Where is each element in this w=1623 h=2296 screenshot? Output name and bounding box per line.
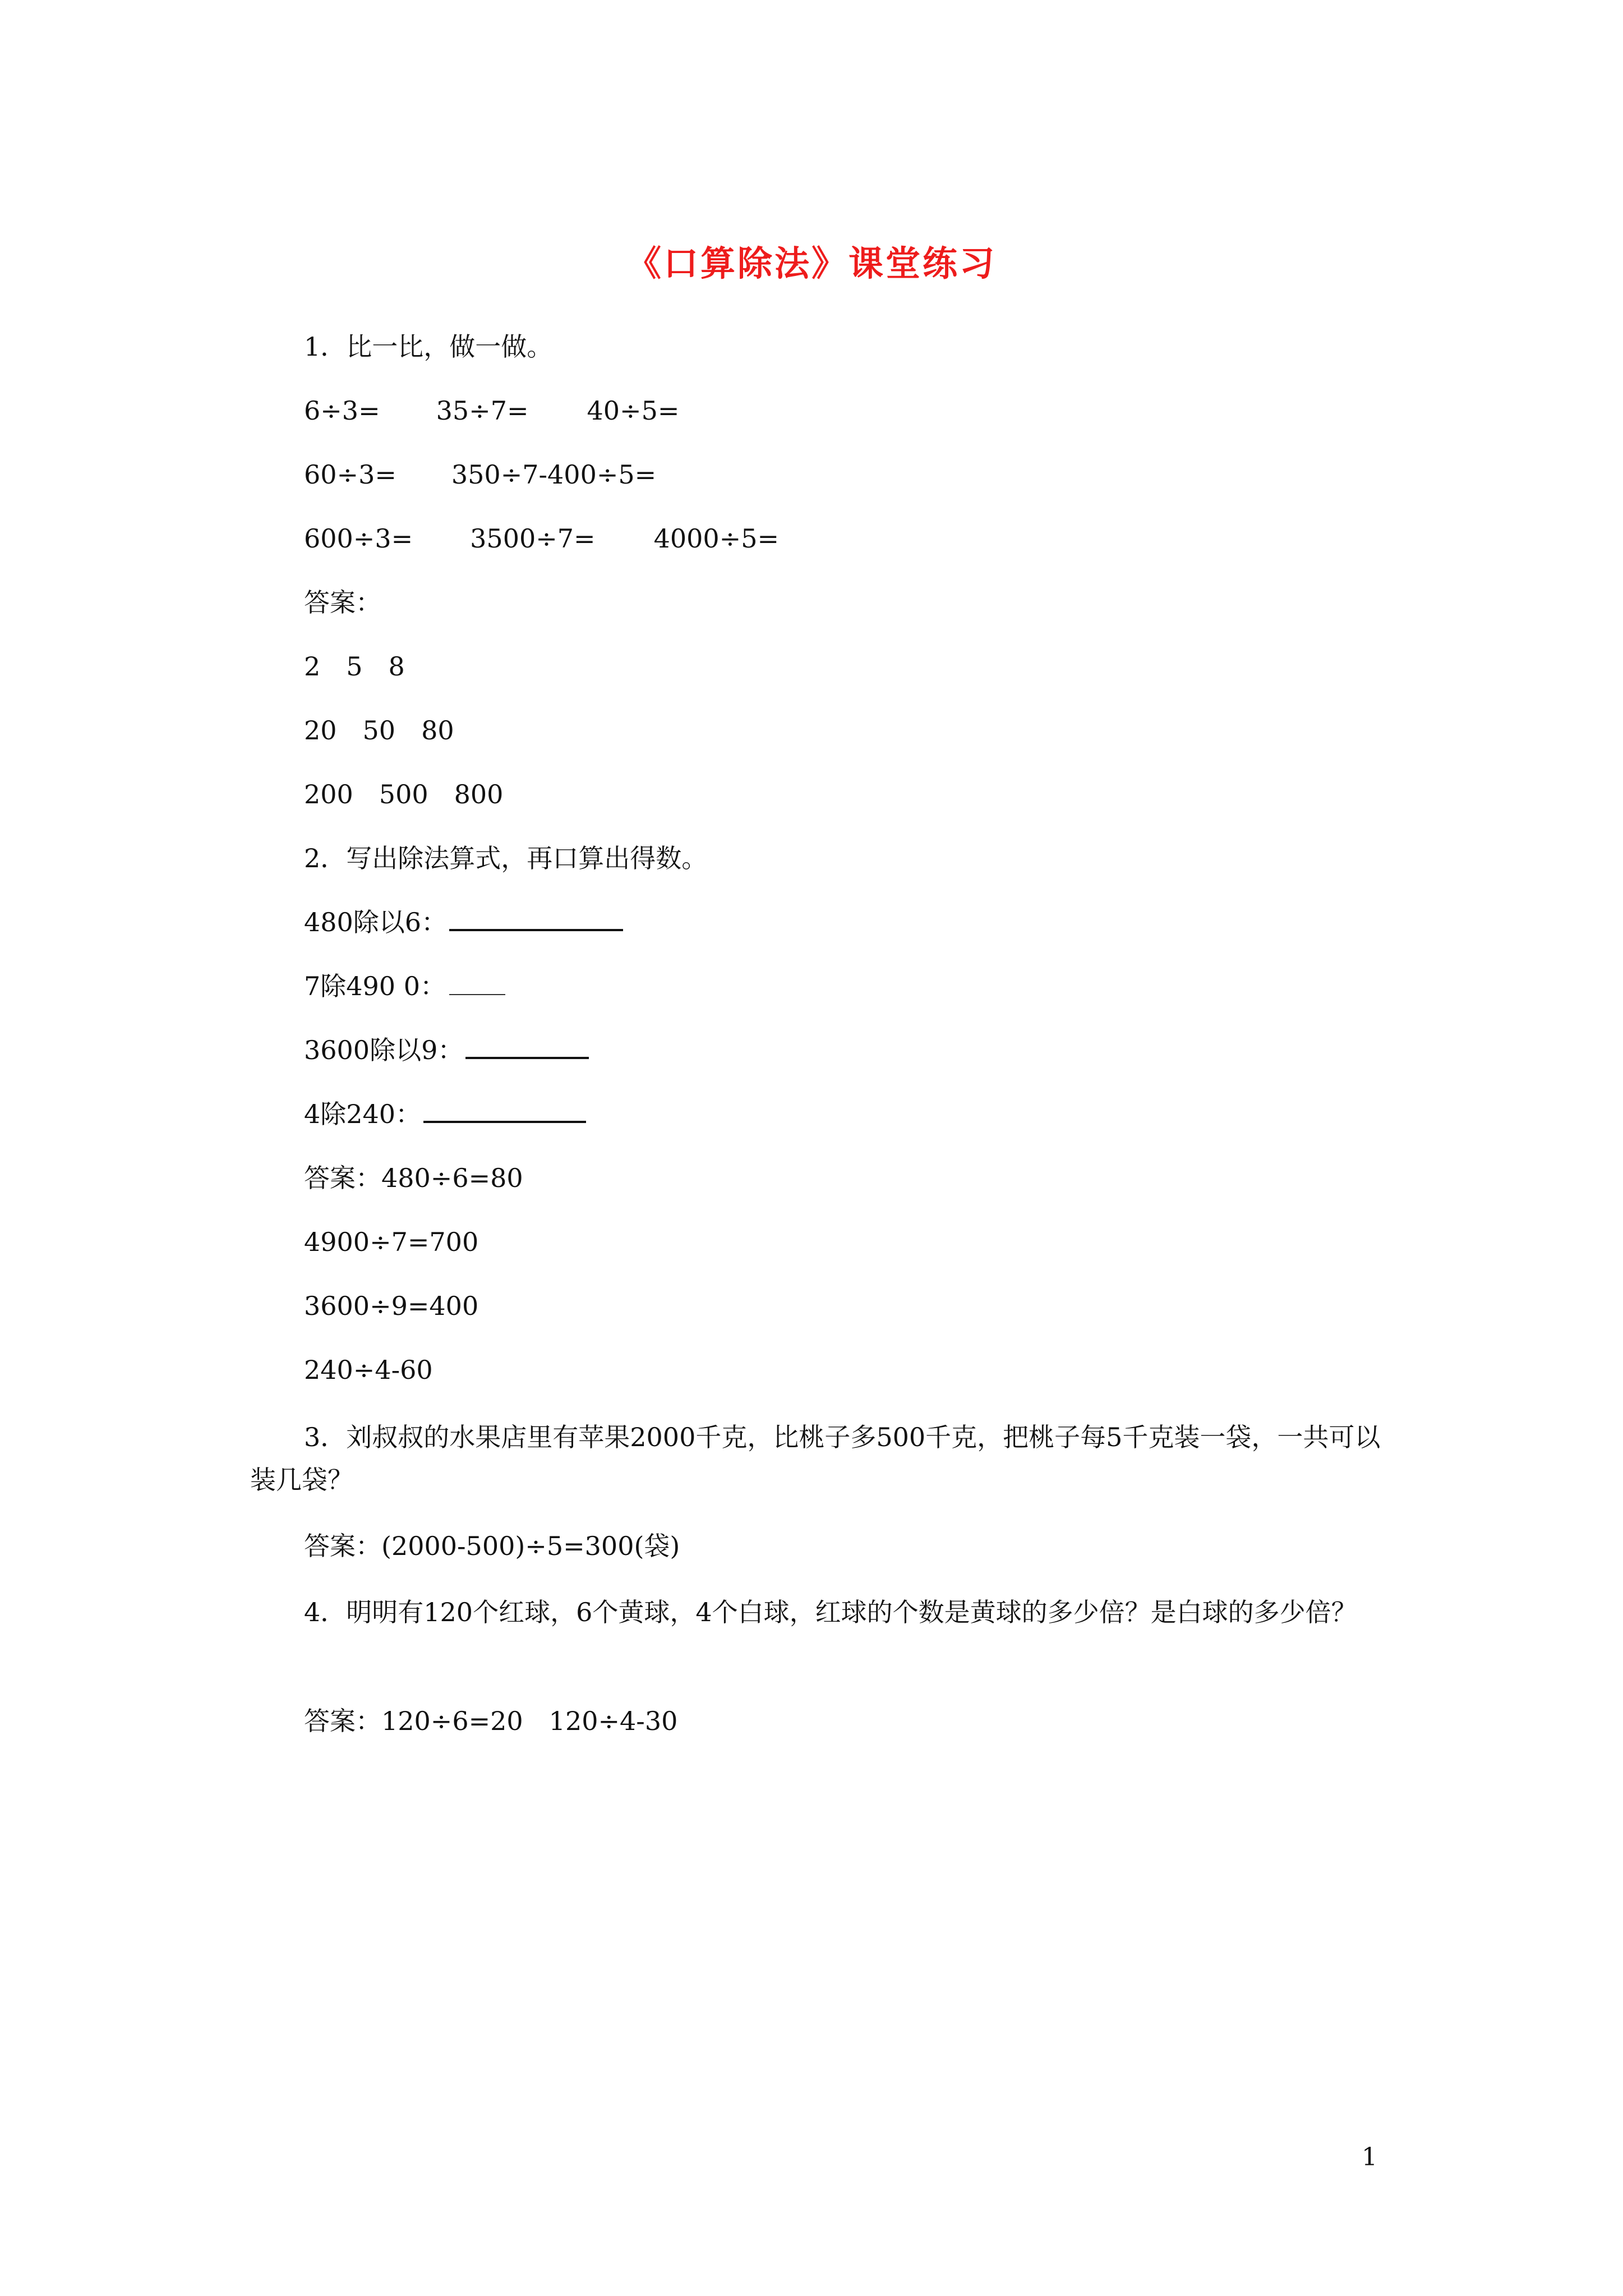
q1-expr: 600÷3=: [304, 523, 413, 554]
q1-expr: 35÷7=: [436, 395, 529, 426]
answer-blank[interactable]: [423, 1098, 586, 1123]
q2-item-text: 7除490 0：: [304, 971, 446, 1001]
q1-answer-label: 答案：: [304, 587, 381, 618]
q1-expr: 6÷3=: [304, 395, 380, 426]
q2-item-text: 480除以6：: [304, 907, 448, 937]
q2-item-text: 3600除以9：: [304, 1035, 464, 1065]
q3-answer: 答案：(2000-500)÷5=300(袋): [304, 1531, 680, 1561]
q2-item: [304, 907, 623, 938]
q1-row-3: [304, 523, 779, 554]
q2-item: [304, 970, 505, 1002]
q3-prompt: 3．刘叔叔的水果店里有苹果2000千克，比桃子多500千克，把桃子每5千克装一袋，一共可以装几袋？: [250, 1422, 1381, 1495]
q1-answer-row: 20 50 80: [304, 715, 454, 746]
q1-expr: 3500÷7=: [470, 523, 596, 554]
q1-answer-row: 2 5 8: [304, 651, 405, 682]
q1-expr: 60÷3=: [304, 459, 396, 490]
q2-answer: 240÷4-60: [304, 1355, 433, 1385]
q1-prompt: 1．比一比，做一做。: [304, 332, 553, 362]
q1-expr: 350÷7-400÷5=: [451, 459, 657, 490]
document-title: 《口算除法》课堂练习: [626, 243, 997, 284]
page-number: 1: [1362, 2143, 1377, 2171]
q1-answer-row: 200 500 800: [304, 779, 504, 809]
q4-answer: 答案：120÷6=20 120÷4-30: [304, 1706, 678, 1736]
q1-row-1: [304, 395, 679, 426]
answer-blank[interactable]: [465, 1034, 589, 1059]
answer-blank[interactable]: [449, 907, 623, 931]
q2-item: [304, 1098, 586, 1130]
q2-item: [304, 1034, 589, 1066]
q1-expr: 40÷5=: [587, 395, 680, 426]
q1-expr: 4000÷5=: [653, 523, 779, 554]
q2-answer: 答案：480÷6=80: [304, 1163, 523, 1193]
q4-prompt: 4．明明有120个红球，6个黄球，4个白球，红球的个数是黄球的多少倍？是白球的多少倍？: [304, 1597, 1357, 1627]
q2-answer: 3600÷9=400: [304, 1291, 479, 1321]
answer-blank[interactable]: [449, 972, 505, 995]
q1-row-2: [304, 459, 656, 490]
q2-item-text: 4除240：: [304, 1099, 422, 1129]
q2-answer: 4900÷7=700: [304, 1227, 479, 1257]
q2-prompt: 2．写出除法算式，再口算出得数。: [304, 843, 708, 873]
